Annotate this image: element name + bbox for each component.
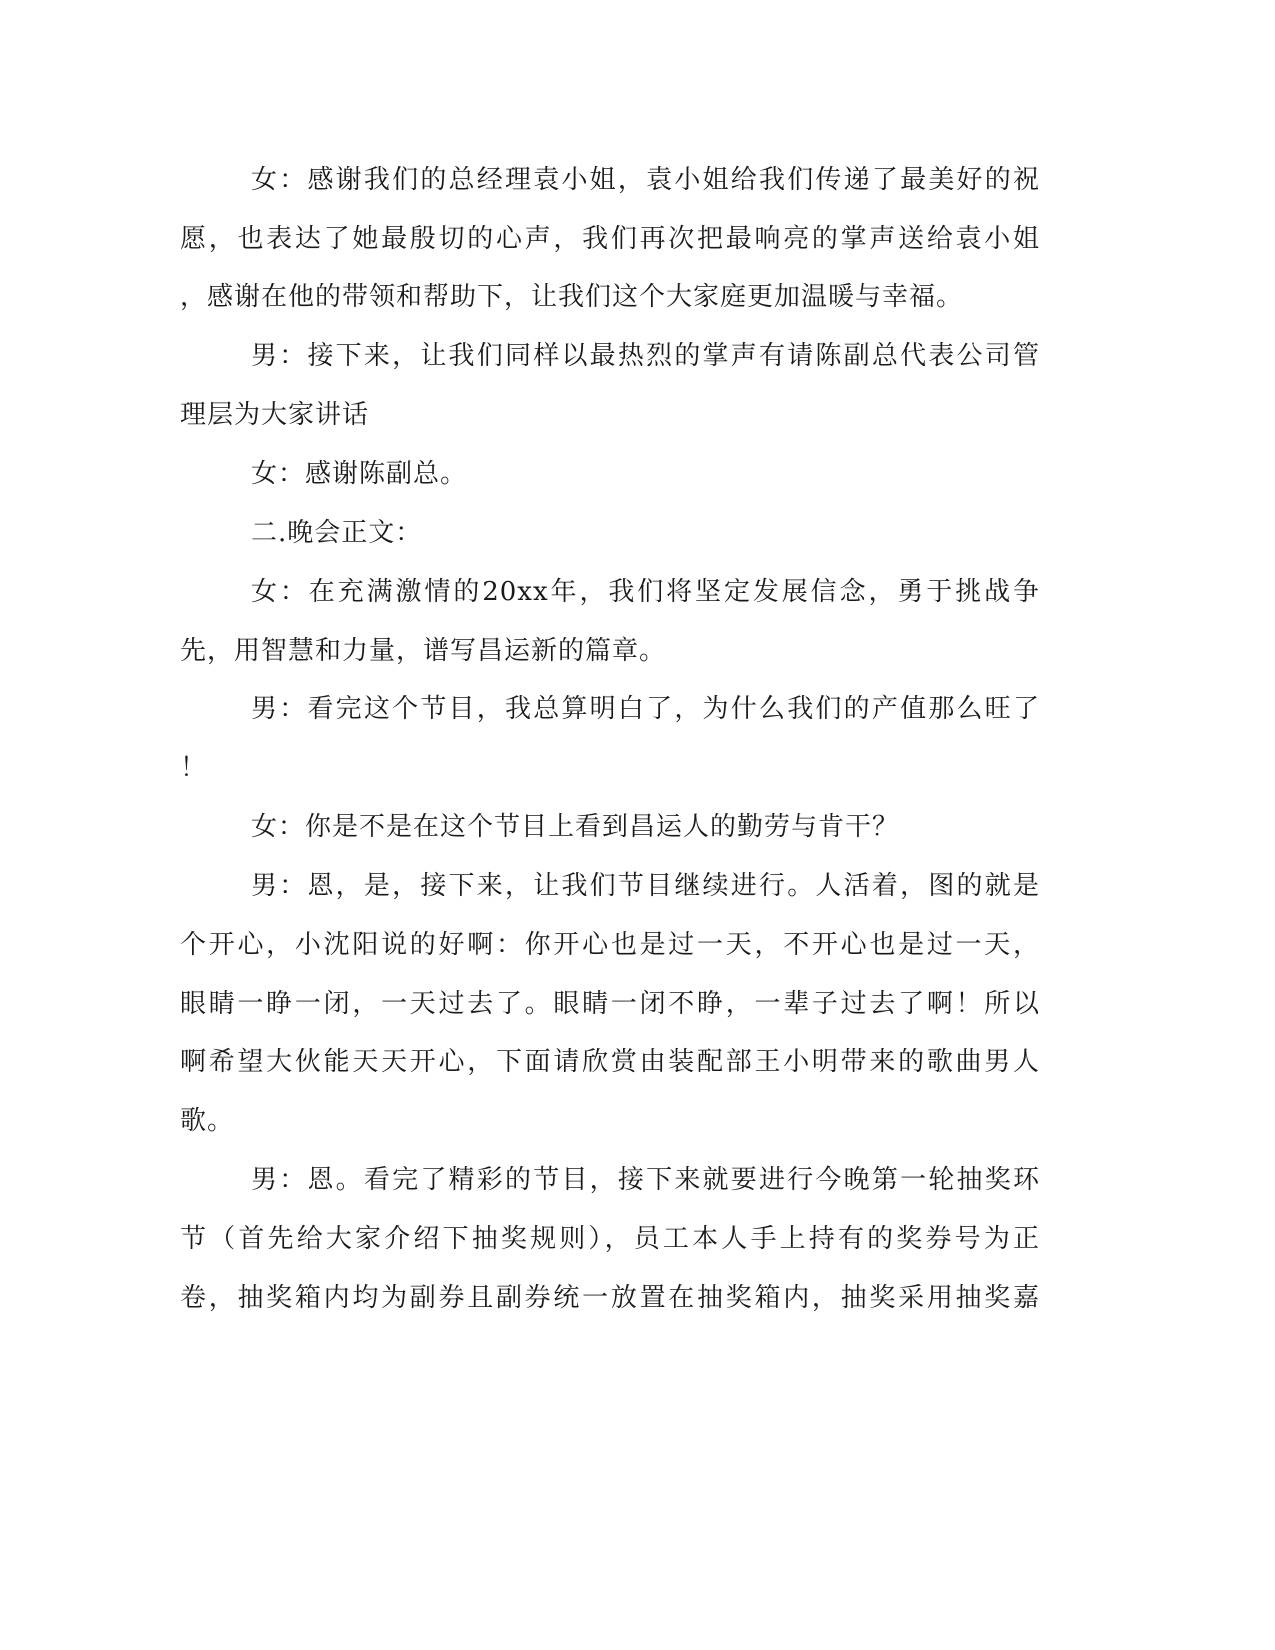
text-line: ，感谢在他的带领和帮助下，让我们这个大家庭更加温暖与幸福。: [180, 282, 964, 312]
text-line: 个开心，小沈阳说的好啊：你开心也是过一天，不开心也是过一天，: [180, 930, 1040, 960]
text-line: 女：你是不是在这个节目上看到昌运人的勤劳与肯干？: [251, 812, 900, 842]
text-line: 女：在充满激情的20xx年，我们将坚定发展信念，勇于挑战争: [251, 577, 1040, 607]
text-line: 啊希望大伙能天天开心，下面请欣赏由装配部王小明带来的歌曲男人: [180, 1047, 1040, 1077]
text-line: 男：接下来，让我们同样以最热烈的掌声有请陈副总代表公司管: [251, 341, 1040, 371]
text-line: 卷，抽奖箱内均为副券且副券统一放置在抽奖箱内，抽奖采用抽奖嘉: [180, 1283, 1040, 1313]
text-line: 节（首先给大家介绍下抽奖规则），员工本人手上持有的奖券号为正: [180, 1224, 1040, 1254]
text-line: 歌。: [180, 1106, 235, 1136]
text-line: 男：恩，是，接下来，让我们节目继续进行。人活着，图的就是: [251, 871, 1040, 901]
text-line: 理层为大家讲话: [180, 400, 370, 430]
text-line: 男：看完这个节目，我总算明白了，为什么我们的产值那么旺了: [251, 694, 1040, 724]
text-line: ！: [180, 753, 208, 783]
text-line: 女：感谢陈副总。: [251, 459, 468, 489]
text-line: 先，用智慧和力量，谱写昌运新的篇章。: [180, 636, 667, 666]
text-line: 眼睛一睁一闭，一天过去了。眼睛一闭不睁，一辈子过去了啊！所以: [180, 989, 1040, 1019]
text-line: 男：恩。看完了精彩的节目，接下来就要进行今晚第一轮抽奖环: [251, 1165, 1040, 1195]
text-line: 愿，也表达了她最殷切的心声，我们再次把最响亮的掌声送给袁小姐: [180, 224, 1040, 254]
section-heading: 二.晚会正文：: [251, 518, 423, 548]
text-line: 女：感谢我们的总经理袁小姐，袁小姐给我们传递了最美好的祝: [251, 165, 1040, 195]
